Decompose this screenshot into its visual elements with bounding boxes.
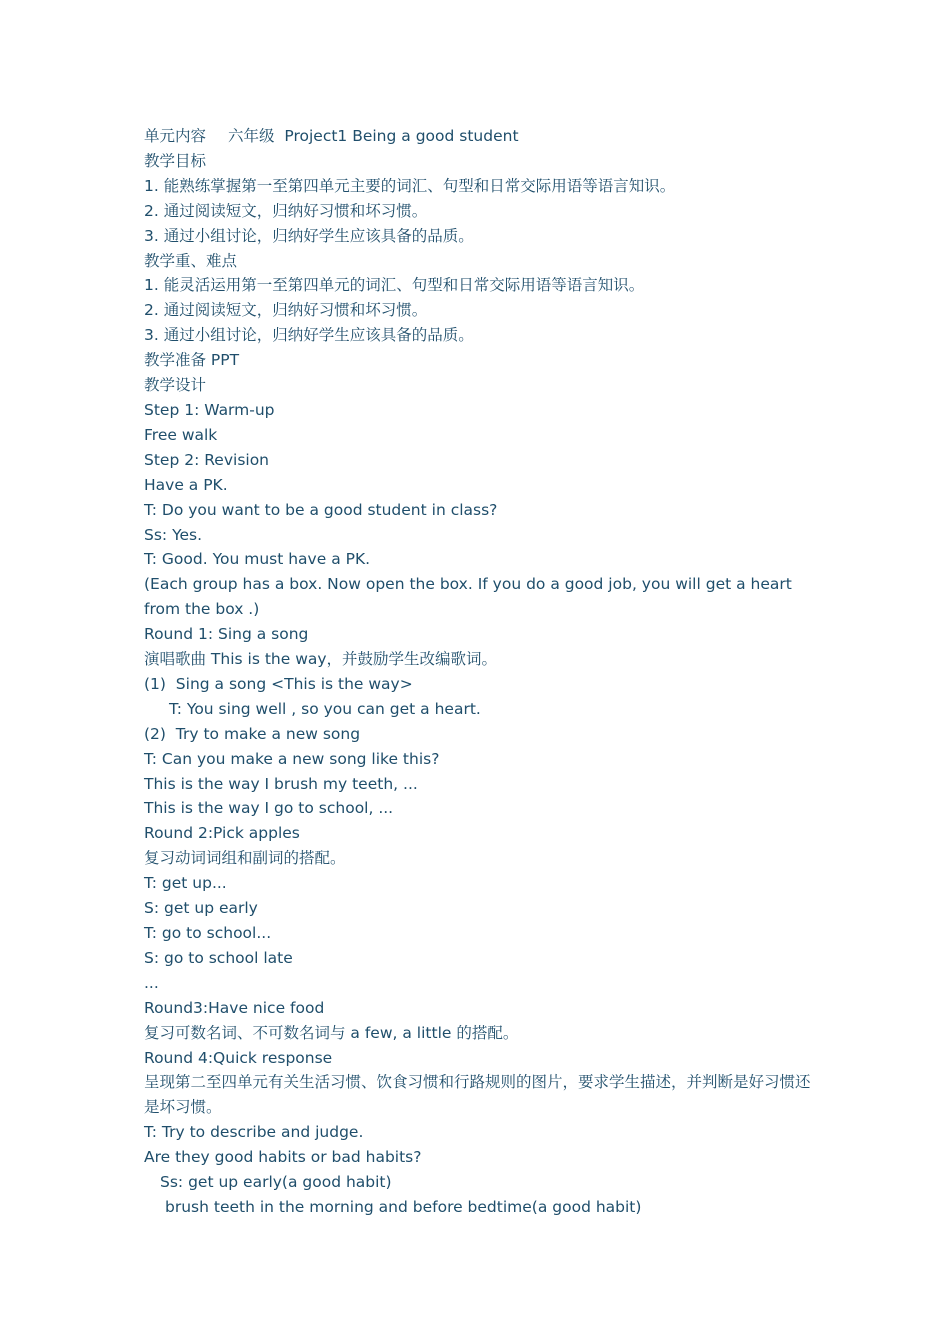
round2-line: T: go to school... [144, 924, 272, 942]
round4-answer: Ss: get up early(a good habit) [160, 1173, 392, 1192]
objectives-heading: 教学目标 [144, 151, 207, 170]
unit-header [144, 124, 824, 149]
round2-title: Round 2:Pick apples [144, 824, 300, 843]
round3-title: Round3:Have nice food [144, 998, 325, 1017]
objective-item: 2. 通过阅读短文，归纳好习惯和坏习惯。 [144, 201, 428, 220]
key-point-item: 1. 能灵活运用第一至第四单元的词汇、句型和日常交际用语等语言知识。 [144, 276, 645, 295]
round4-line: Are they good habits or bad habits? [144, 1148, 422, 1167]
step1-title: Step 1: Warm-up [144, 400, 275, 419]
objective-item: 3. 通过小组讨论，归纳好学生应该具备的品质。 [144, 226, 474, 245]
round4-answer: brush teeth in the morning and before bedtime(a good habit) [165, 1197, 642, 1216]
dialogue-line: Ss: Yes. [144, 525, 203, 544]
step2-activity: Have a PK. [144, 475, 228, 494]
round1-title: Round 1: Sing a song [144, 625, 309, 644]
round2-line: T: get up... [144, 874, 227, 893]
key-point-item: 2. 通过阅读短文，归纳好习惯和坏习惯。 [144, 301, 428, 320]
round1-sub2: (2) Try to make a new song [144, 724, 361, 743]
round1-sub1: (1) Sing a song <This is the way> [144, 674, 413, 693]
round1-song-line: T: Can you make a new song like this? [144, 749, 440, 768]
round4-line: T: Try to describe and judge. [144, 1123, 364, 1142]
unit-label: 单元内容 [144, 127, 207, 145]
project-title: Project1 Being a good student [284, 127, 519, 145]
step2-title: Step 2: Revision [144, 450, 270, 469]
round2-line: S: go to school late [144, 948, 293, 967]
round4-note: 呈现第二至四单元有关生活习惯、饮食习惯和行路规则的图片，要求学生描述，并判断是好习惯还是坏习惯。 [144, 1073, 811, 1117]
lesson-plan-body [144, 124, 824, 1220]
dialogue-line: T: Good. You must have a PK. [144, 550, 371, 569]
dialogue-line: T: Do you want to be a good student in class? [144, 500, 498, 519]
round2-note: 复习动词词组和副词的搭配。 [144, 849, 346, 868]
design-heading: 教学设计 [144, 376, 207, 395]
round1-song-line: This is the way I brush my teeth, ... [144, 774, 418, 793]
round4-title: Round 4:Quick response [144, 1048, 333, 1067]
round1-sub1-response: T: You sing well , so you can get a heart. [169, 699, 481, 718]
preparation-line: 教学准备 PPT [144, 351, 240, 370]
key-point-item: 3. 通过小组讨论，归纳好学生应该具备的品质。 [144, 326, 474, 345]
step1-activity: Free walk [144, 425, 218, 444]
round1-song-line: This is the way I go to school, ... [144, 799, 394, 818]
key-points-heading: 教学重、难点 [144, 251, 238, 270]
grade-label: 六年级 [228, 127, 275, 145]
round1-note: 演唱歌曲 This is the way，并鼓励学生改编歌词。 [144, 650, 498, 669]
round2-line: S: get up early [144, 899, 258, 918]
objective-item: 1. 能熟练掌握第一至第四单元主要的词汇、句型和日常交际用语等语言知识。 [144, 176, 676, 195]
round3-note: 复习可数名词、不可数名词与 a few, a little 的搭配。 [144, 1023, 519, 1042]
rules-note: (Each group has a box. Now open the box. If you do a good job, you will get a heart from the box .) [144, 575, 792, 619]
round2-line: ... [144, 973, 159, 992]
